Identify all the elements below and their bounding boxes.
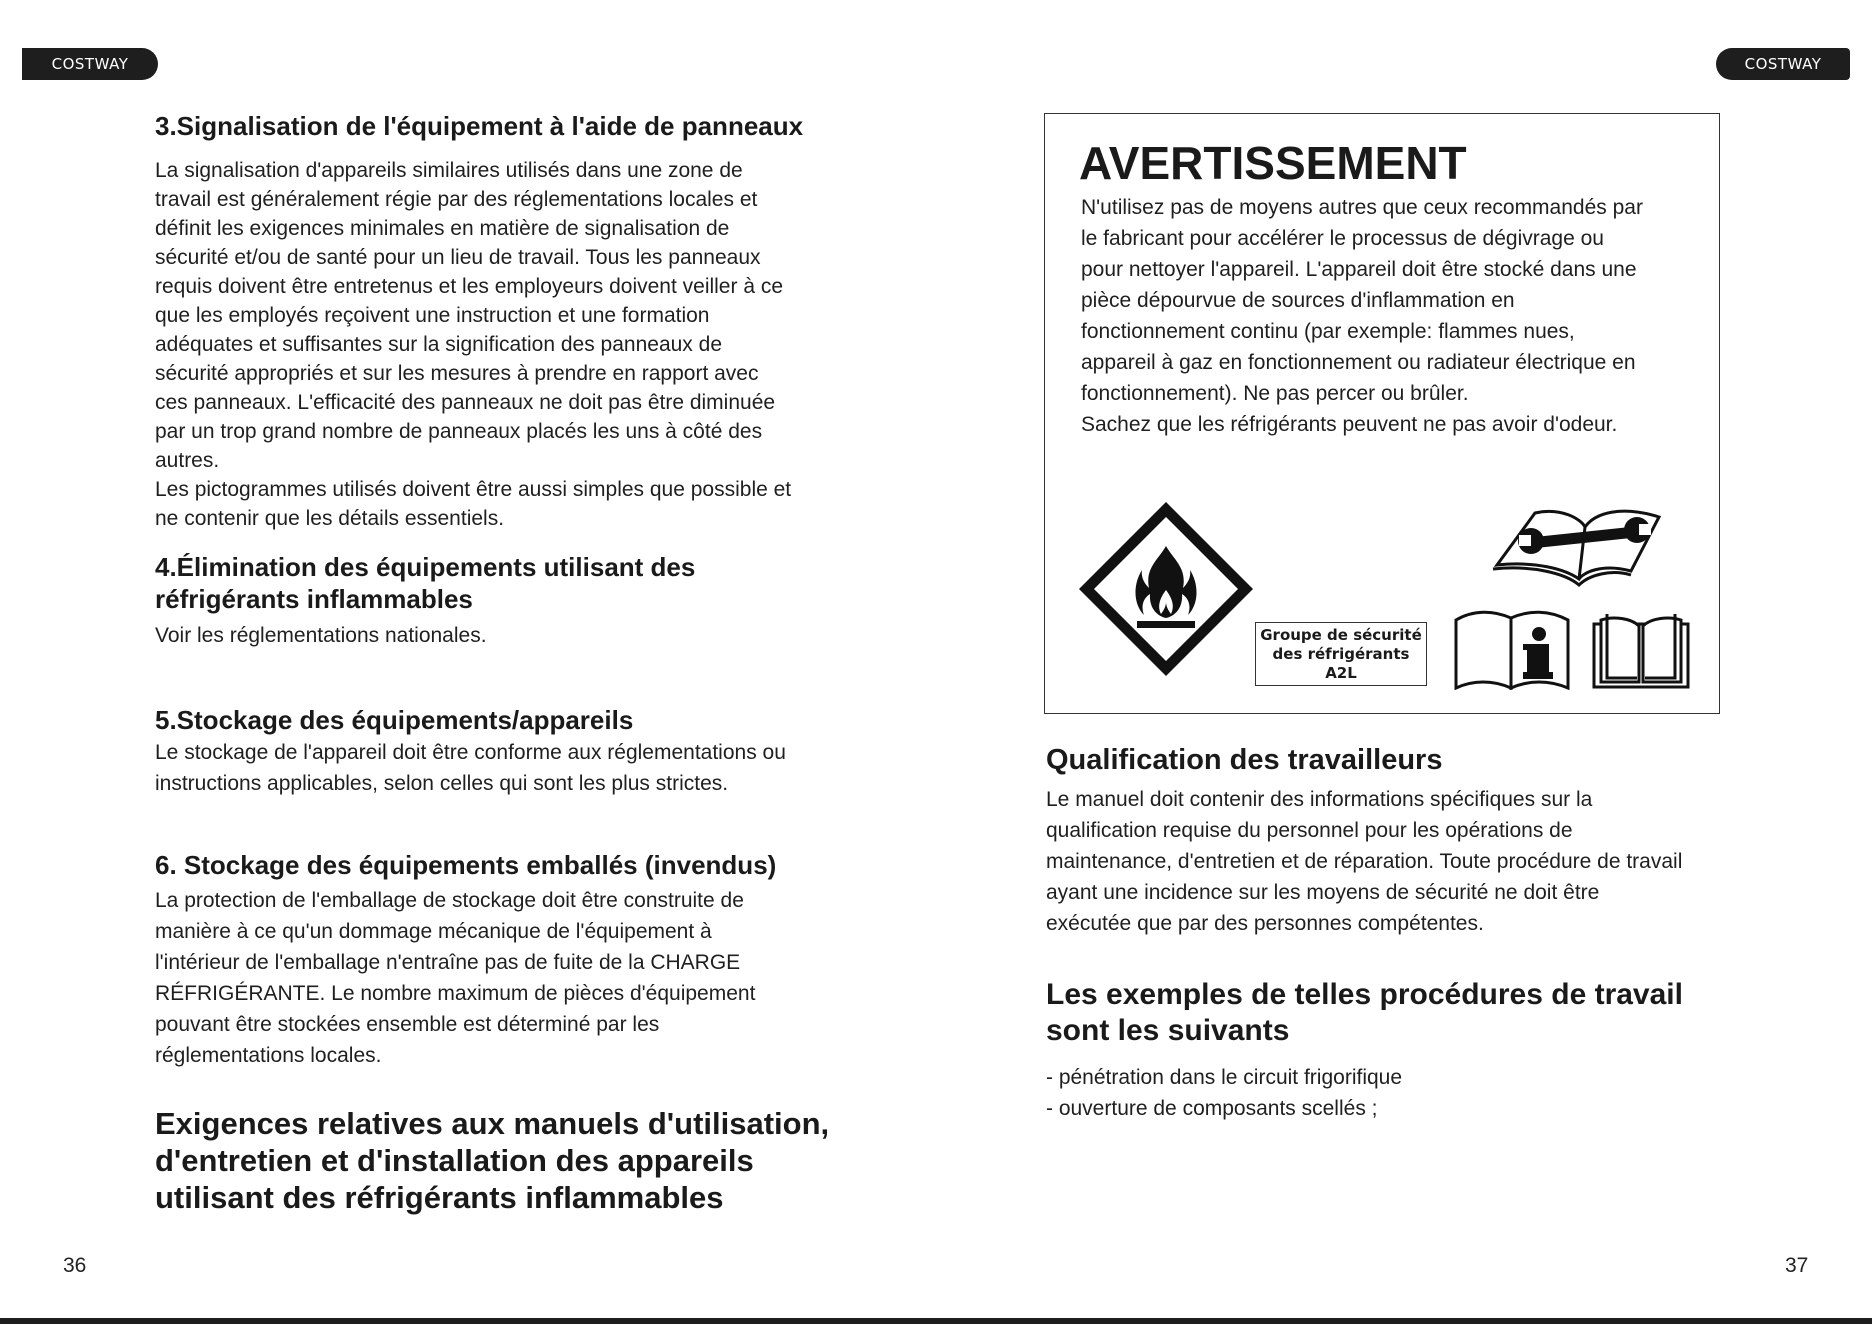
page-number-right: 37 [1785, 1254, 1809, 1277]
text-line: manière à ce qu'un dommage mécanique de l'équipement à [155, 920, 712, 943]
warning-title: AVERTISSEMENT [1079, 137, 1467, 189]
text-line: réglementations locales. [155, 1044, 382, 1067]
text-line: le fabricant pour accélérer le processus de dégivrage ou [1081, 227, 1604, 250]
info-manual-icon [1453, 606, 1571, 690]
text-line: l'intérieur de l'emballage n'entraîne pas de fuite de la CHARGE [155, 951, 741, 974]
read-manual-icon [1591, 604, 1691, 690]
label-line: des réfrigérants A2L [1272, 644, 1410, 682]
text-line: Le stockage de l'appareil doit être conforme aux réglementations ou [155, 741, 786, 764]
list-item: - pénétration dans le circuit frigorifique [1046, 1066, 1403, 1089]
text-line: N'utilisez pas de moyens autres que ceux recommandés par [1081, 196, 1643, 219]
text-line: maintenance, d'entretien et de réparation. Toute procédure de travail [1046, 850, 1683, 873]
qualification-title: Qualification des travailleurs [1046, 744, 1443, 776]
text-line: sécurité appropriés et sur les mesures à prendre en rapport avec [155, 362, 759, 385]
text-line: par un trop grand nombre de panneaux placés les uns à côté des [155, 420, 763, 443]
text-line: que les employés reçoivent une instruction et une formation [155, 304, 710, 327]
examples-title-line-1: Les exemples de telles procédures de travail [1046, 978, 1683, 1011]
text-line: instructions applicables, selon celles qui sont les plus strictes. [155, 772, 729, 795]
section-4-text: Voir les réglementations nationales. [155, 624, 487, 647]
brand-tag-left: COSTWAY [22, 48, 158, 80]
text-line: fonctionnement continu (par exemple: flammes nues, [1081, 320, 1575, 343]
text-line: La signalisation d'appareils similaires utilisés dans une zone de [155, 159, 743, 182]
bottom-edge-line [0, 1318, 1872, 1324]
text-line: ces panneaux. L'efficacité des panneaux ne doit pas être diminuée [155, 391, 776, 414]
text-line: Le manuel doit contenir des informations spécifiques sur la [1046, 788, 1593, 811]
refrigerant-safety-group-label [1255, 622, 1427, 686]
section-6-title: 6. Stockage des équipements emballés (invendus) [155, 850, 777, 880]
text-line: travail est généralement régie par des réglementations locales et [155, 188, 758, 211]
section-3-text [155, 156, 855, 533]
requirements-heading [155, 1105, 875, 1216]
text-line: fonctionnement). Ne pas percer ou brûler. [1081, 382, 1469, 405]
section-3-title: 3.Signalisation de l'équipement à l'aide de panneaux [155, 111, 804, 141]
text-line: exécutée que par des personnes compétentes. [1046, 912, 1484, 935]
qualification-text [1046, 784, 1746, 939]
text-line: Les pictogrammes utilisés doivent être aussi simples que possible et [155, 478, 792, 501]
text-line: pièce dépourvue de sources d'inflammation en [1081, 289, 1515, 312]
list-item: - ouverture de composants scellés ; [1046, 1097, 1378, 1120]
text-line: La protection de l'emballage de stockage doit être construite de [155, 889, 744, 912]
label-line: Groupe de sécurité [1260, 625, 1422, 644]
text-line: ayant une incidence sur les moyens de sécurité ne doit être [1046, 881, 1600, 904]
text-line: sécurité et/ou de santé pour un lieu de travail. Tous les panneaux [155, 246, 761, 269]
text-line: qualification requise du personnel pour les opérations de [1046, 819, 1573, 842]
page-number-left: 36 [63, 1254, 87, 1277]
text-line: autres. [155, 449, 220, 472]
section-6-text [155, 885, 855, 1071]
text-line: pouvant être stockées ensemble est déterminé par les [155, 1013, 660, 1036]
heading-line: utilisant des réfrigérants inflammables [155, 1180, 724, 1215]
section-4-title-line-1: 4.Élimination des équipements utilisant des [155, 552, 696, 582]
heading-line: Exigences relatives aux manuels d'utilisation, [155, 1106, 830, 1141]
brand-tag-right: COSTWAY [1716, 48, 1850, 80]
warning-text [1081, 192, 1701, 440]
text-line: RÉFRIGÉRANTE. Le nombre maximum de pièces d'équipement [155, 982, 756, 1005]
section-5-text [155, 737, 855, 799]
section-4-title-line-2: réfrigérants inflammables [155, 584, 473, 614]
examples-title-line-2: sont les suivants [1046, 1014, 1290, 1047]
service-manual-wrench-icon [1491, 499, 1671, 589]
text-line: appareil à gaz en fonctionnement ou radiateur électrique en [1081, 351, 1636, 374]
flammable-hazard-icon [1075, 498, 1257, 680]
text-line: définit les exigences minimales en matière de signalisation de [155, 217, 730, 240]
text-line: Sachez que les réfrigérants peuvent ne pas avoir d'odeur. [1081, 413, 1618, 436]
text-line: adéquates et suffisantes sur la signification des panneaux de [155, 333, 722, 356]
heading-line: d'entretien et d'installation des appareils [155, 1143, 754, 1178]
text-line: pour nettoyer l'appareil. L'appareil doit être stocké dans une [1081, 258, 1637, 281]
text-line: requis doivent être entretenus et les employeurs doivent veiller à ce [155, 275, 784, 298]
examples-list [1046, 1062, 1746, 1124]
warning-box [1044, 113, 1720, 714]
section-5-title: 5.Stockage des équipements/appareils [155, 705, 634, 735]
text-line: ne contenir que les détails essentiels. [155, 507, 505, 530]
